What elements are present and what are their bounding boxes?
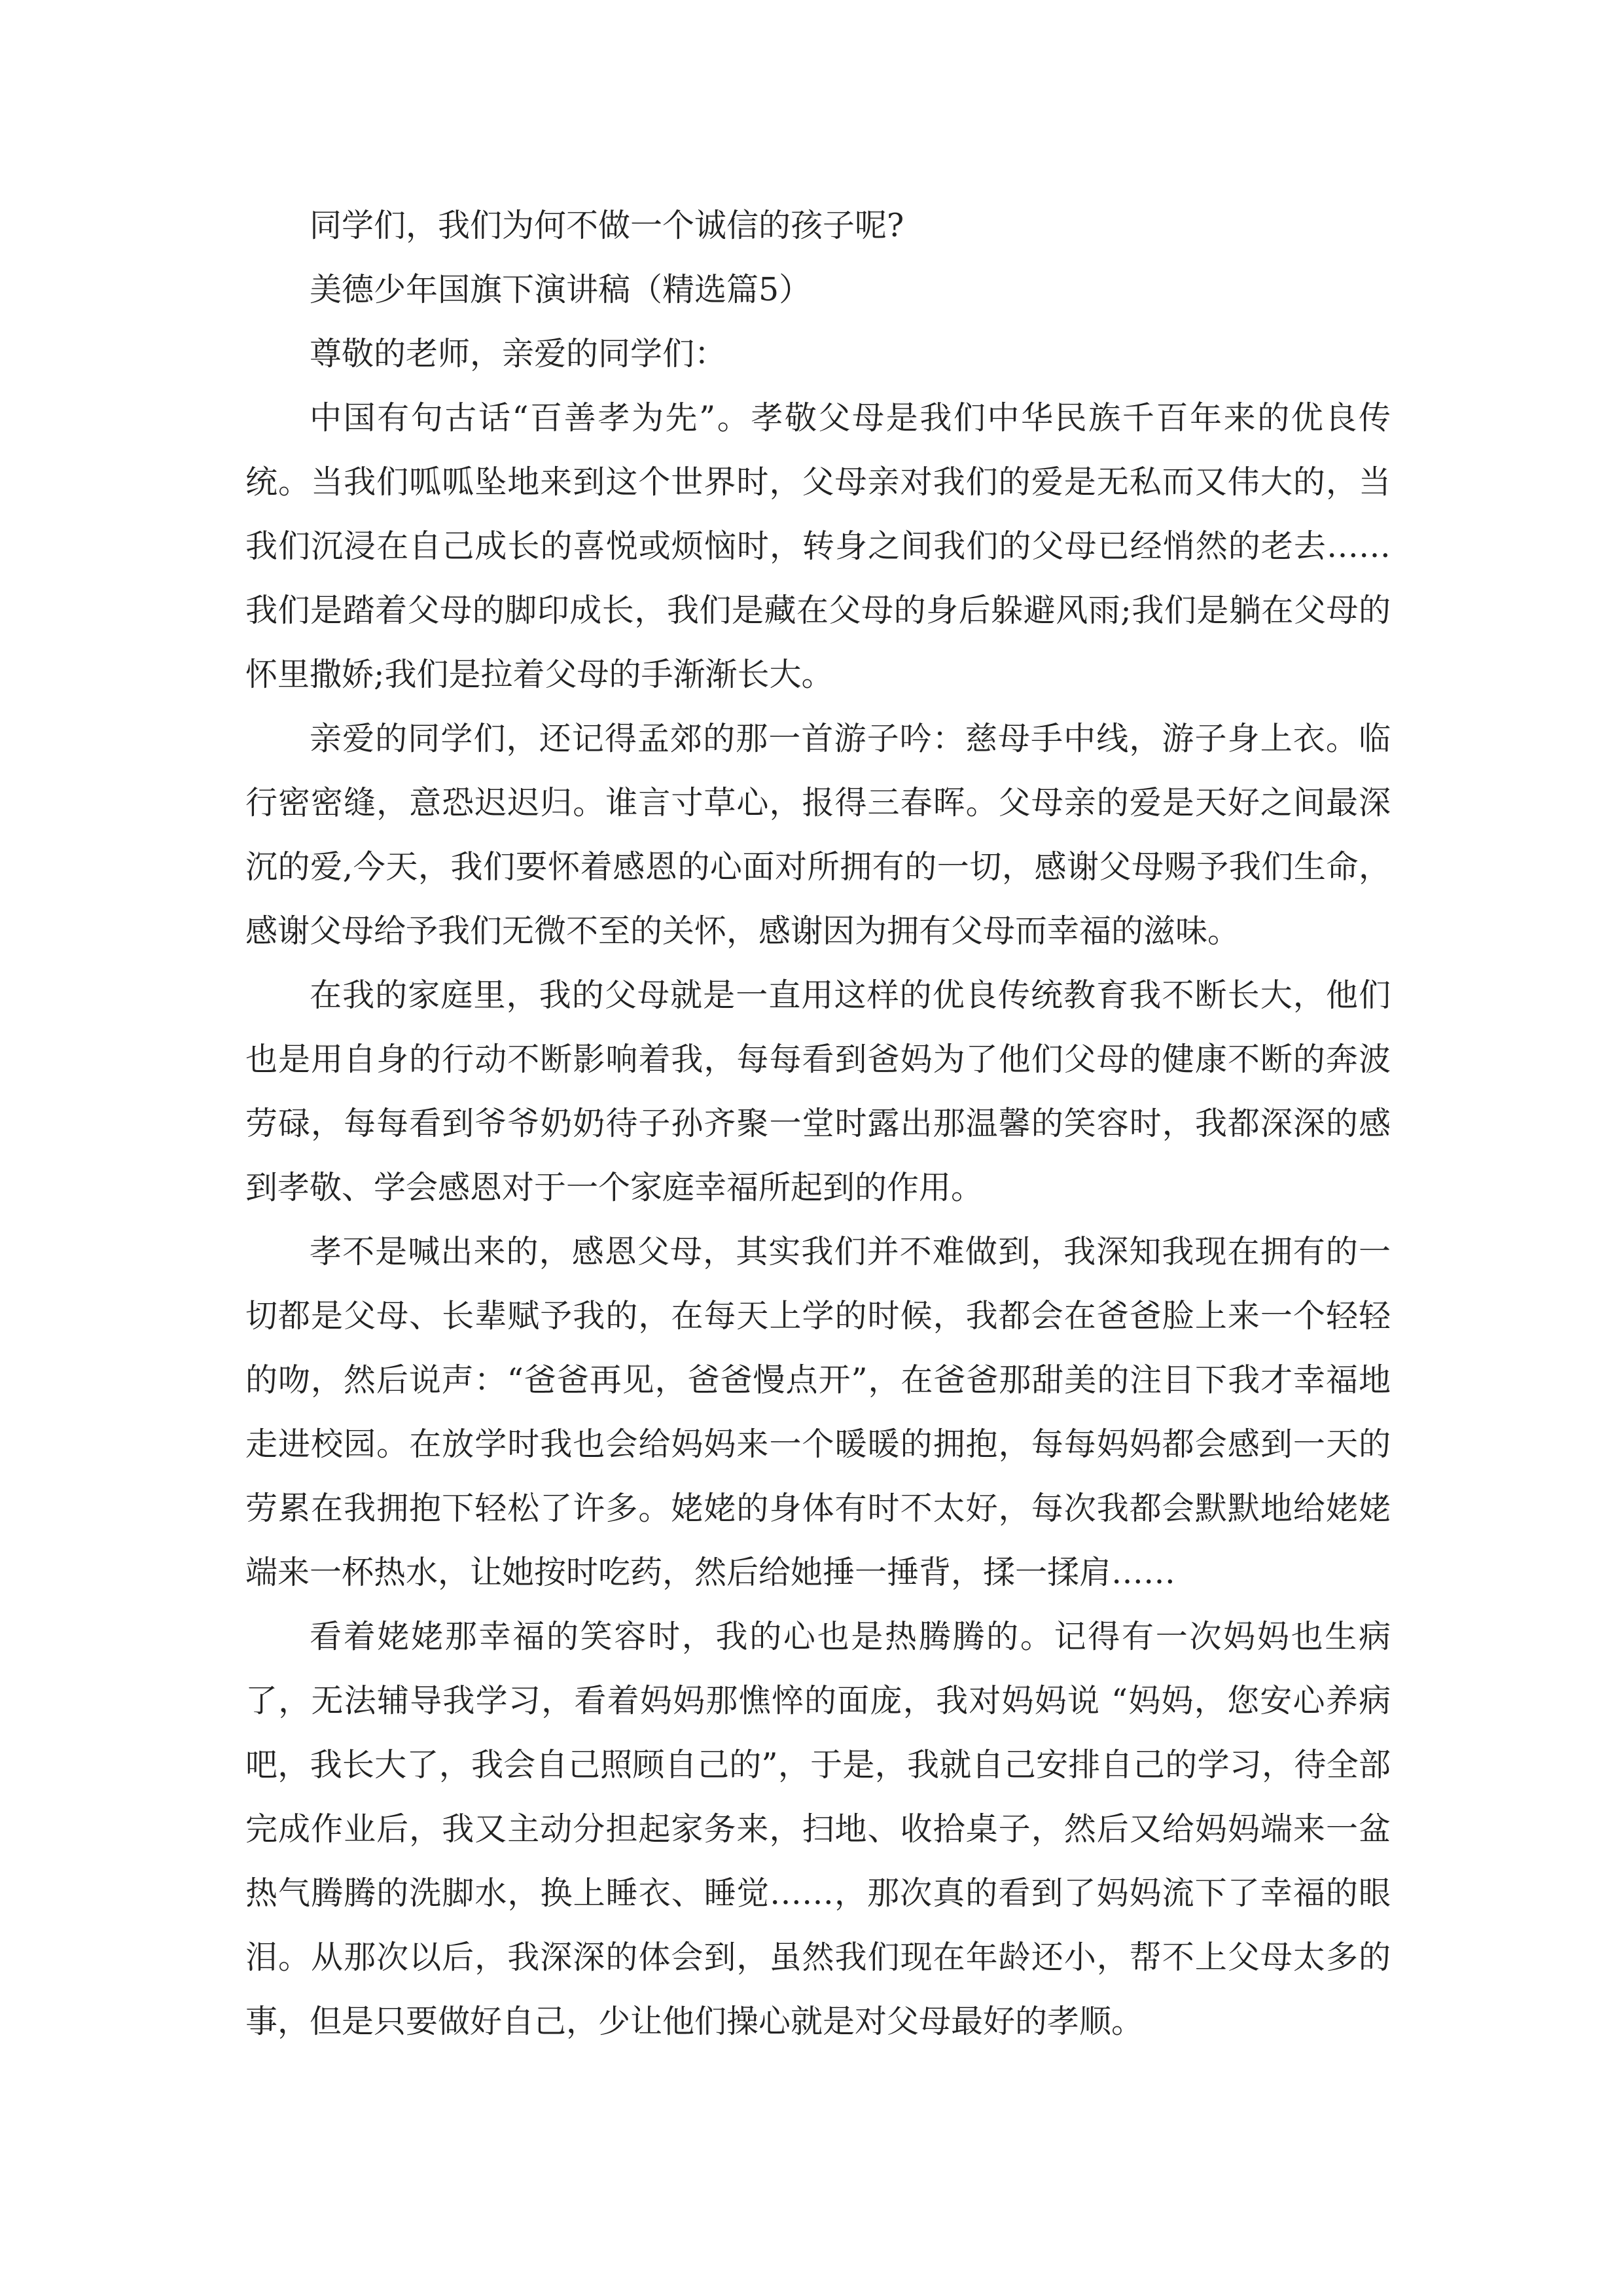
document-body [245, 194, 1391, 2054]
paragraph-caring-for-mother: 看着姥姥那幸福的笑容时，我的心也是热腾腾的。记得有一次妈妈也生病了，无法辅导我学习，看着妈妈那憔悴的面庞，我对妈妈说 “妈妈，您安心养病吧，我长大了，我会自己照顾自己的”，于是，我就自己安排自己的学习，待全部完成作业后，我又主动分担起家务来，扫地、收拾桌子，然后又给妈妈端来一盆热气腾腾的洗脚水，换上睡衣、睡觉……，那次真的看到了妈妈流下了幸福的眼泪。从那次以后，我深深的体会到，虽然我们现在年龄还小，帮不上父母太多的事，但是只要做好自己，少让他们操心就是对父母最好的孝顺。 [245, 1618, 1391, 2040]
paragraph-closing-question: 同学们，我们为何不做一个诚信的孩子呢? [310, 207, 904, 244]
paragraph-youzi-yin: 亲爱的同学们，还记得孟郊的那一首游子吟：慈母手中线，游子身上衣。临行密密缝，意恐迟迟归。谁言寸草心，报得三春晖。父母亲的爱是天好之间最深沉的爱,今天，我们要怀着感恩的心面对所拥有的一切，感谢父母赐予我们生命，感谢父母给予我们无微不至的关怀，感谢因为拥有父母而幸福的滋味。 [245, 720, 1391, 950]
section-title: 美德少年国旗下演讲稿（精选篇5） [310, 271, 812, 308]
paragraph-daily-gratitude: 孝不是喊出来的，感恩父母，其实我们并不难做到，我深知我现在拥有的一切都是父母、长辈赋予我的，在每天上学的时候，我都会在爸爸脸上来一个轻轻的吻，然后说声：“爸爸再见，爸爸慢点开”，在爸爸那甜美的注目下我才幸福地走进校园。在放学时我也会给妈妈来一个暖暖的拥抱，每每妈妈都会感到一天的劳累在我拥抱下轻松了许多。姥姥的身体有时不太好，每次我都会默默地给姥姥端来一杯热水，让她按时吃药，然后给她捶一捶背，揉一揉肩…… [245, 1233, 1391, 1591]
paragraph-family-example: 在我的家庭里，我的父母就是一直用这样的优良传统教育我不断长大，他们也是用自身的行动不断影响着我，每每看到爸妈为了他们父母的健康不断的奔波劳碌，每每看到爷爷奶奶待子孙齐聚一堂时露出那温馨的笑容时，我都深深的感到孝敬、学会感恩对于一个家庭幸福所起到的作用。 [245, 977, 1391, 1206]
paragraph-filial-piety-tradition: 中国有句古话“百善孝为先”。孝敬父母是我们中华民族千百年来的优良传统。当我们呱呱坠地来到这个世界时，父母亲对我们的爱是无私而又伟大的，当我们沉浸在自己成长的喜悦或烦恼时，转身之间我们的父母已经悄然的老去……我们是踏着父母的脚印成长，我们是藏在父母的身后躲避风雨;我们是躺在父母的怀里撒娇;我们是拉着父母的手渐渐长大。 [245, 399, 1391, 693]
salutation: 尊敬的老师，亲爱的同学们： [310, 335, 727, 372]
